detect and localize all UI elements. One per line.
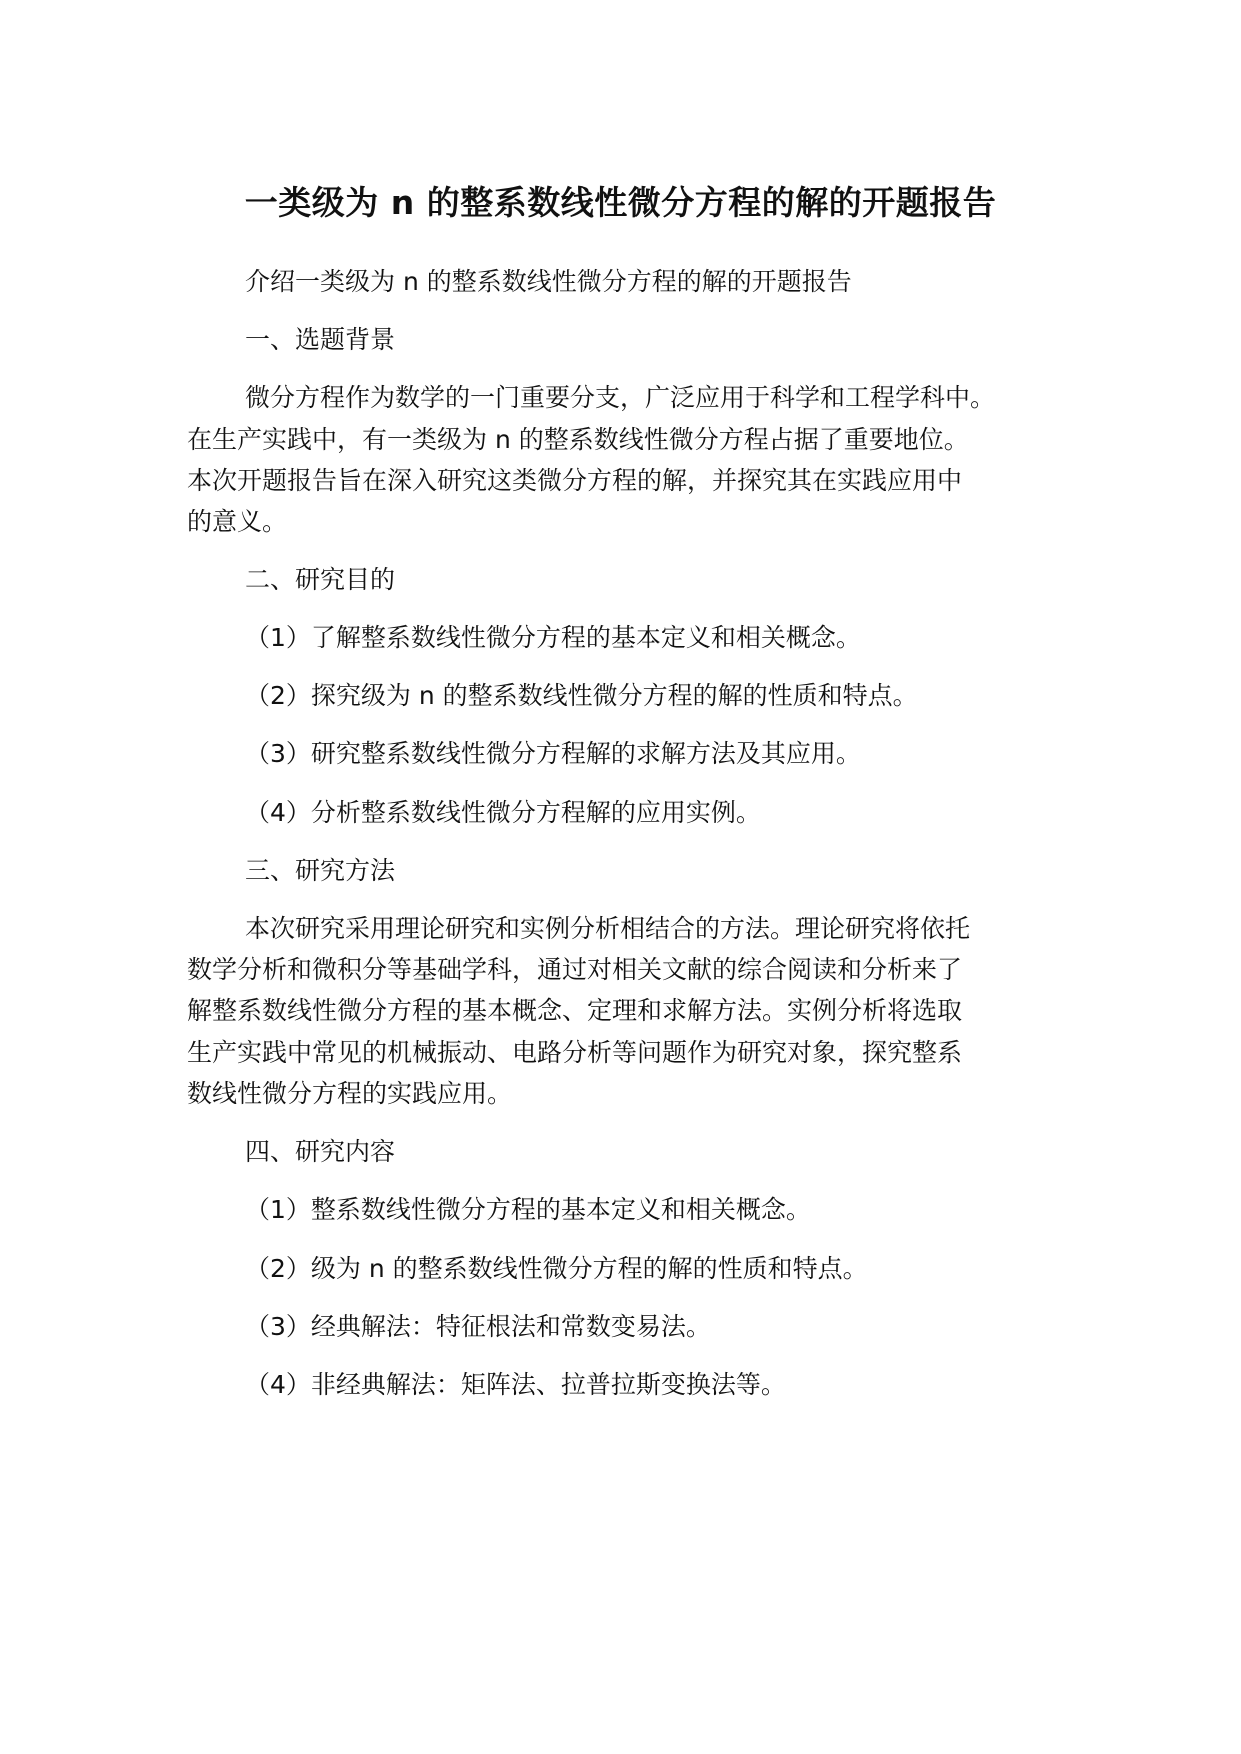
paragraph-line: 的意义。: [187, 507, 288, 536]
paragraph-line: 本次开题报告旨在深入研究这类微分方程的解，并探究其在实践应用中: [187, 466, 963, 495]
list-item: （4）分析整系数线性微分方程解的应用实例。: [245, 798, 761, 827]
paragraph-line: 生产实践中常见的机械振动、电路分析等问题作为研究对象，探究整系: [187, 1038, 963, 1067]
list-item: （4）非经典解法：矩阵法、拉普拉斯变换法等。: [245, 1370, 786, 1399]
list-item: （1）了解整系数线性微分方程的基本定义和相关概念。: [245, 623, 861, 652]
section-heading-method: 三、研究方法: [245, 856, 396, 885]
section-heading-purpose: 二、研究目的: [245, 565, 396, 594]
paragraph-line: 解整系数线性微分方程的基本概念、定理和求解方法。实例分析将选取: [187, 996, 963, 1025]
paragraph-line: 在生产实践中，有一类级为 n 的整系数线性微分方程占据了重要地位。: [187, 425, 969, 454]
section-heading-background: 一、选题背景: [245, 325, 396, 354]
paragraph-line: 微分方程作为数学的一门重要分支，广泛应用于科学和工程学科中。: [245, 383, 996, 412]
list-item: （3）经典解法：特征根法和常数变易法。: [245, 1312, 711, 1341]
list-item: （3）研究整系数线性微分方程解的求解方法及其应用。: [245, 739, 861, 768]
list-item: （2）级为 n 的整系数线性微分方程的解的性质和特点。: [245, 1254, 868, 1283]
list-item: （2）探究级为 n 的整系数线性微分方程的解的性质和特点。: [245, 681, 918, 710]
section-heading-content: 四、研究内容: [245, 1137, 396, 1166]
intro-line: 介绍一类级为 n 的整系数线性微分方程的解的开题报告: [245, 267, 852, 296]
paragraph-line: 数线性微分方程的实践应用。: [187, 1079, 513, 1108]
list-item: （1）整系数线性微分方程的基本定义和相关概念。: [245, 1195, 811, 1224]
paragraph-line: 本次研究采用理论研究和实例分析相结合的方法。理论研究将依托: [245, 914, 971, 943]
document-title: 一类级为 n 的整系数线性微分方程的解的开题报告: [244, 183, 997, 222]
paragraph-line: 数学分析和微积分等基础学科，通过对相关文献的综合阅读和分析来了: [187, 955, 963, 984]
